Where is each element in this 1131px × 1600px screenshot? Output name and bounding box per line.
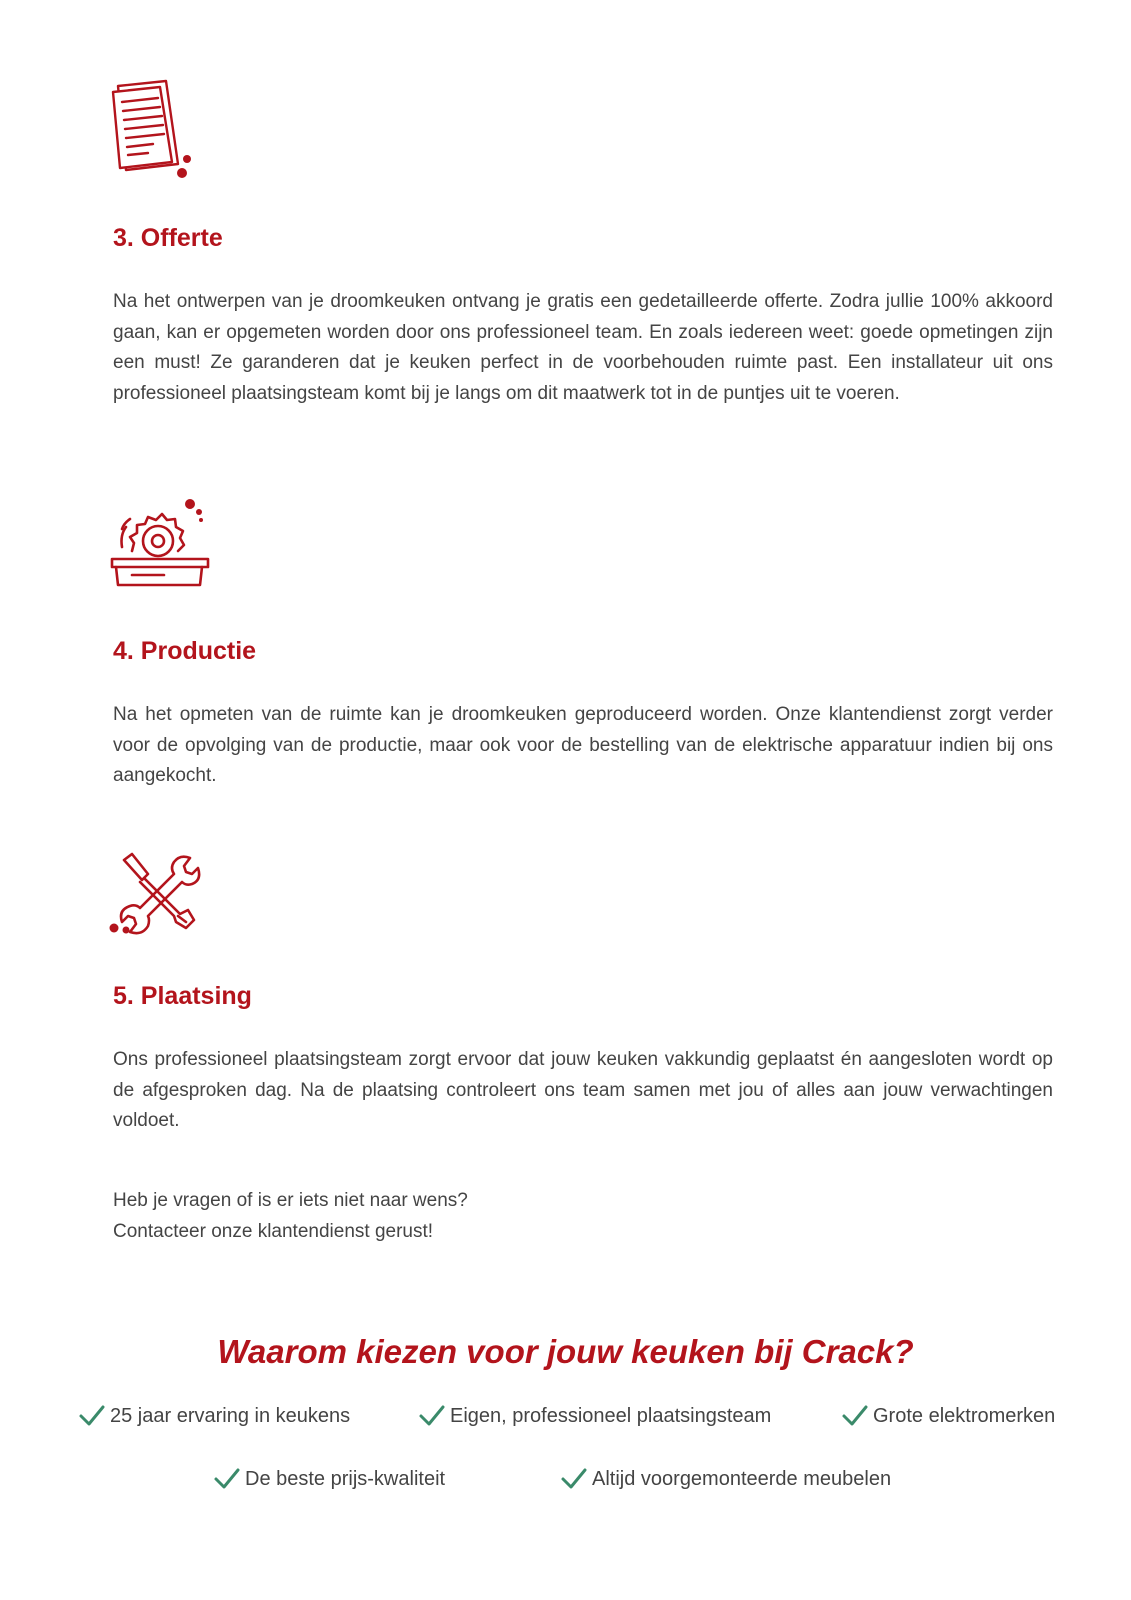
step-3-title: 3. Offerte <box>113 224 223 252</box>
closing-text <box>113 1186 468 1247</box>
why-title: Waarom kiezen voor jouw keuken bij Crack? <box>217 1333 914 1370</box>
benefit-item <box>418 1404 771 1428</box>
checkmark-icon <box>560 1467 588 1491</box>
closing-line-1: Heb je vragen of is er iets niet naar wens? <box>113 1190 468 1211</box>
checkmark-icon <box>841 1404 869 1428</box>
benefit-item <box>78 1404 350 1428</box>
benefit-label: De beste prijs-kwaliteit <box>245 1467 446 1490</box>
step-5-title: 5. Plaatsing <box>113 982 252 1010</box>
tools-icon <box>108 850 204 946</box>
step-3-text: Na het ontwerpen van je droomkeuken ontvang je gratis een gedetailleerde offerte. Zodra jullie 100% akkoord gaan, kan er opgemeten worden door ons professioneel team. En zoals iedereen weet: goede opmetingen zijn een must! Ze garanderen dat je keuken perfect in de voorbehouden ruimte past. Een installateur uit ons professioneel plaatsingsteam komt bij je langs om dit maatwerk tot in de puntjes uit te voeren. <box>113 291 1053 404</box>
step-4-text: Na het opmeten van de ruimte kan je droomkeuken geproduceerd worden. Onze klantendienst zorgt verder voor de opvolging van de productie, maar ook voor de bestelling van de elektrische apparatuur indien bij ons aangekocht. <box>113 704 1053 786</box>
benefit-item <box>841 1404 1055 1428</box>
benefit-label: 25 jaar ervaring in keukens <box>110 1404 351 1427</box>
benefit-item <box>560 1467 891 1491</box>
benefit-label: Eigen, professioneel plaatsingsteam <box>450 1404 772 1427</box>
benefit-label: Grote elektromerken <box>873 1404 1056 1427</box>
checkmark-icon <box>213 1467 241 1491</box>
benefit-label: Altijd voorgemonteerde meubelen <box>592 1467 892 1490</box>
benefit-item <box>213 1467 445 1491</box>
step-4-title: 4. Productie <box>113 637 257 665</box>
step-5-text: Ons professioneel plaatsingsteam zorgt ervoor dat jouw keuken vakkundig geplaatst én aangesloten wordt op de afgesproken dag. Na de plaatsing controleert ons team samen met jou of alles aan jouw verwachtingen voldoet. <box>113 1049 1053 1131</box>
checkmark-icon <box>78 1404 106 1428</box>
document-icon <box>108 78 198 182</box>
closing-line-2: Contacteer onze klantendienst gerust! <box>113 1220 434 1242</box>
checkmark-icon <box>418 1404 446 1428</box>
circular-saw-icon <box>110 497 214 593</box>
